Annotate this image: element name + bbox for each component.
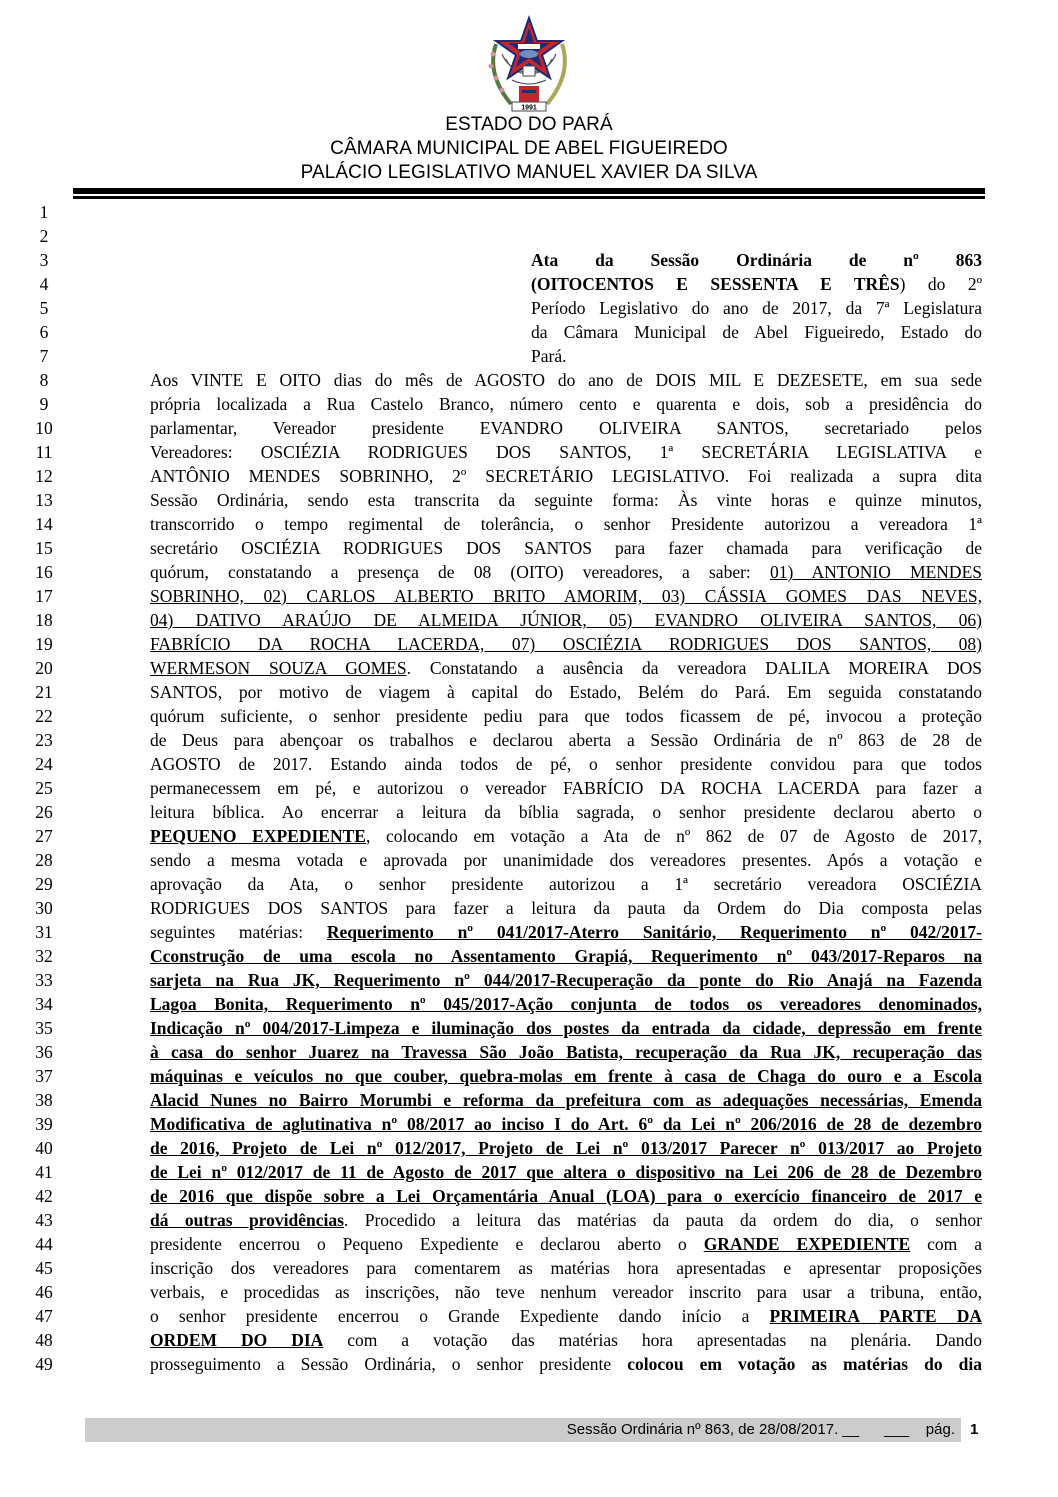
line-number: 49	[35, 1354, 53, 1374]
minutes-title: Ata da Sessão Ordinária de nº 863	[531, 250, 982, 270]
agenda-items: de Lei nº 012/2017 de 11 de Agosto de 2017 que altera o dispositivo na Lei 206 de 28 de Dezembro	[150, 1162, 982, 1182]
body-line	[150, 560, 982, 584]
body-line	[150, 920, 982, 944]
line-number: 35	[35, 1018, 53, 1038]
body-line: permanecessem em pé, e autorizou o vereador FABRÍCIO DA ROCHA LACERDA para fazer a	[150, 778, 982, 798]
body-text-bold: colocou em votação as matérias do dia	[627, 1354, 982, 1374]
agenda-items: Alacid Nunes no Bairro Morumbi e reforma da prefeitura com as adequações necessárias, Emenda	[150, 1090, 982, 1110]
section-heading-ordem-do-dia: ORDEM DO DIA	[150, 1330, 324, 1350]
line-number: 37	[35, 1066, 53, 1086]
page-number: 1	[970, 1421, 979, 1438]
body-line: Vereadores: OSCIÉZIA RODRIGUES DOS SANTOS, 1ª SECRETÁRIA LEGISLATIVA e	[150, 442, 982, 462]
line-number: 47	[35, 1306, 53, 1326]
municipal-crest-logo	[476, 14, 582, 114]
title-number-words: (OITOCENTOS E SESSENTA E TRÊS	[531, 274, 900, 294]
body-text: com a	[910, 1234, 982, 1254]
line-number: 5	[39, 298, 49, 318]
line-number: 16	[35, 562, 53, 582]
body-text: . Procedido a leitura das matérias da pauta da ordem do dia, o senhor	[343, 1210, 982, 1230]
line-number: 45	[35, 1258, 53, 1278]
line-number: 22	[35, 706, 53, 726]
line-number: 48	[35, 1330, 53, 1350]
line-number: 14	[35, 514, 53, 534]
body-line: transcorrido o tempo regimental de tolerância, o senhor Presidente autorizou a vereadora 1ª	[150, 514, 982, 534]
body-line	[150, 1328, 982, 1352]
line-number: 41	[35, 1162, 53, 1182]
agenda-items: Lagoa Bonita, Requerimento nº 045/2017-Ação conjunta de todos os vereadores denominados,	[150, 994, 982, 1014]
line-number: 43	[35, 1210, 53, 1230]
agenda-items: à casa do senhor Juarez na Travessa São João Batista, recuperação da Rua JK, recuperação das	[150, 1042, 982, 1062]
agenda-items: sarjeta na Rua JK, Requerimento nº 044/2017-Recuperação da ponte do Rio Anajá na Fazenda	[150, 970, 982, 990]
line-number: 32	[35, 946, 53, 966]
line-number: 12	[35, 466, 53, 486]
line-number: 40	[35, 1138, 53, 1158]
line-number: 18	[35, 610, 53, 630]
body-line: verbais, e procedidas as inscrições, não teve nenhum vereador inscrito para usar a tribuna, então,	[150, 1282, 982, 1302]
line-number: 36	[35, 1042, 53, 1062]
attendee-list: 01) ANTONIO MENDES	[769, 562, 982, 582]
attendee-list: SOBRINHO, 02) CARLOS ALBERTO BRITO AMORIM, 03) CÁSSIA GOMES DAS NEVES,	[150, 586, 982, 606]
line-number: 39	[35, 1114, 53, 1134]
line-number: 13	[35, 490, 53, 510]
line-number: 6	[39, 322, 49, 342]
attendee-list: 04) DATIVO ARAÚJO DE ALMEIDA JÚNIOR, 05) EVANDRO OLIVEIRA SANTOS, 06)	[150, 610, 982, 630]
line-number: 26	[35, 802, 53, 822]
attendee-list: WERMESON SOUZA GOMES	[150, 658, 407, 678]
crest-year: 1991	[521, 104, 537, 112]
header-divider-thin	[73, 196, 985, 199]
agenda-items: Modificativa de aglutinativa nº 08/2017 ao inciso I do Art. 6º da Lei nº 206/2016 de 28 de dezembro	[150, 1114, 982, 1134]
agenda-items: de 2016, Projeto de Lei nº 012/2017, Projeto de Lei nº 013/2017 Parecer nº 013/2017 ao Projeto	[150, 1138, 982, 1158]
body-text: seguintes matérias:	[150, 922, 327, 942]
footer-session-reference: Sessão Ordinária nº 863, de 28/08/2017. __ ___ pág.	[566, 1421, 955, 1438]
minutes-title-line: da Câmara Municipal de Abel Figueiredo, Estado do	[531, 322, 982, 342]
body-line: de Deus para abençoar os trabalhos e declarou aberta a Sessão Ordinária de nº 863 de 28 de	[150, 730, 982, 750]
body-text: , colocando em votação a Ata de nº 862 de 07 de Agosto de 2017,	[365, 826, 982, 846]
line-number: 10	[35, 418, 53, 438]
header-palace: PALÁCIO LEGISLATIVO MANUEL XAVIER DA SILVA	[300, 162, 758, 183]
line-number: 4	[39, 274, 49, 294]
body-line: parlamentar, Vereador presidente EVANDRO OLIVEIRA SANTOS, secretariado pelos	[150, 418, 982, 438]
line-number: 7	[39, 346, 49, 366]
title-text: ) do 2º	[899, 274, 982, 294]
body-line: Aos VINTE E OITO dias do mês de AGOSTO do ano de DOIS MIL E DEZESETE, em sua sede	[150, 370, 982, 390]
line-number: 19	[35, 634, 53, 654]
body-line	[150, 1232, 982, 1256]
line-number: 20	[35, 658, 53, 678]
line-number: 9	[39, 394, 49, 414]
line-number: 31	[35, 922, 53, 942]
line-number: 44	[35, 1234, 53, 1254]
body-line	[150, 1208, 982, 1232]
agenda-items: Cconstrução de uma escola no Assentamento Grapiá, Requerimento nº 043/2017-Reparos na	[150, 946, 982, 966]
body-line: própria localizada a Rua Castelo Branco, número cento e quarenta e dois, sob a presidência do	[150, 394, 982, 414]
line-number: 29	[35, 874, 53, 894]
body-line	[150, 824, 982, 848]
body-line: ANTÔNIO MENDES SOBRINHO, 2º SECRETÁRIO LEGISLATIVO. Foi realizada a supra dita	[150, 466, 982, 486]
body-line: aprovação da Ata, o senhor presidente autorizou a 1ª secretário vereadora OSCIÉZIA	[150, 874, 982, 894]
section-heading-pequeno-expediente: PEQUENO EXPEDIENTE	[150, 826, 366, 846]
body-line: leitura bíblica. Ao encerrar a leitura da bíblia sagrada, o senhor presidente declarou aberto o	[150, 802, 982, 822]
minutes-title-line: Pará.	[531, 346, 567, 366]
line-number: 2	[39, 226, 49, 246]
line-number: 8	[39, 370, 49, 390]
body-line	[150, 656, 982, 680]
body-line: Sessão Ordinária, sendo esta transcrita da seguinte forma: Às vinte horas e quinze minutos,	[150, 490, 982, 510]
body-line: inscrição dos vereadores para comentarem as matérias hora apresentadas e apresentar proposições	[150, 1258, 982, 1278]
line-number: 3	[39, 250, 49, 270]
body-text: . Constatando a ausência da vereadora DALILA MOREIRA DOS	[406, 658, 982, 678]
line-number: 46	[35, 1282, 53, 1302]
body-text: o senhor presidente encerrou o Grande Expediente dando início a	[150, 1306, 770, 1326]
agenda-items: máquinas e veículos no que couber, quebra-molas em frente à casa de Chaga do ouro e a Escola	[150, 1066, 982, 1086]
body-line: AGOSTO de 2017. Estando ainda todos de pé, o senhor presidente convidou para que todos	[150, 754, 982, 774]
body-line	[150, 1304, 982, 1328]
header-divider-thick	[73, 188, 985, 194]
minutes-title-line: Período Legislativo do ano de 2017, da 7ª Legislatura	[531, 298, 982, 318]
body-text: com a votação das matérias hora apresentadas na plenária. Dando	[323, 1330, 982, 1350]
body-line	[150, 1352, 982, 1376]
section-heading-grande-expediente: GRANDE EXPEDIENTE	[703, 1234, 911, 1254]
body-line: SANTOS, por motivo de viagem à capital do Estado, Belém do Pará. Em seguida constatando	[150, 682, 982, 702]
body-text: presidente encerrou o Pequeno Expediente e declarou aberto o	[150, 1234, 704, 1254]
line-number: 1	[39, 202, 49, 222]
line-number: 34	[35, 994, 53, 1014]
attendee-list: FABRÍCIO DA ROCHA LACERDA, 07) OSCIÉZIA RODRIGUES DOS SANTOS, 08)	[150, 634, 982, 654]
line-number: 42	[35, 1186, 53, 1206]
line-number: 33	[35, 970, 53, 990]
line-number: 11	[35, 442, 53, 462]
line-number: 38	[35, 1090, 53, 1110]
body-text: prosseguimento a Sessão Ordinária, o senhor presidente	[150, 1354, 628, 1374]
line-number: 17	[35, 586, 53, 606]
header-state: ESTADO DO PARÁ	[445, 114, 613, 135]
minutes-title-line	[531, 272, 982, 296]
line-number: 27	[35, 826, 53, 846]
line-number: 25	[35, 778, 53, 798]
body-line: quórum suficiente, o senhor presidente pediu para que todos ficassem de pé, invocou a proteção	[150, 706, 982, 726]
body-text: quórum, constatando a presença de 08 (OITO) vereadores, a saber:	[150, 562, 770, 582]
line-number: 23	[35, 730, 53, 750]
body-line: sendo a mesma votada e aprovada por unanimidade dos vereadores presentes. Após a votação e	[150, 850, 982, 870]
agenda-items: dá outras providências	[150, 1210, 344, 1230]
line-number: 15	[35, 538, 53, 558]
body-line: RODRIGUES DOS SANTOS para fazer a leitura da pauta da Ordem do Dia composta pelas	[150, 898, 982, 918]
line-number: 28	[35, 850, 53, 870]
header-chamber: CÂMARA MUNICIPAL DE ABEL FIGUEIREDO	[330, 138, 728, 159]
line-number: 21	[35, 682, 53, 702]
agenda-items: de 2016 que dispõe sobre a Lei Orçamentária Anual (LOA) para o exercício financeiro de 2017 e	[150, 1186, 982, 1206]
line-number: 24	[35, 754, 53, 774]
agenda-items: Requerimento nº 041/2017-Aterro Sanitário, Requerimento nº 042/2017-	[326, 922, 982, 942]
agenda-items: Indicação nº 004/2017-Limpeza e iluminação dos postes da entrada da cidade, depressão em frente	[150, 1018, 982, 1038]
body-line: secretário OSCIÉZIA RODRIGUES DOS SANTOS para fazer chamada para verificação de	[150, 538, 982, 558]
line-number: 30	[35, 898, 53, 918]
section-heading-primeira-parte: PRIMEIRA PARTE DA	[769, 1306, 982, 1326]
